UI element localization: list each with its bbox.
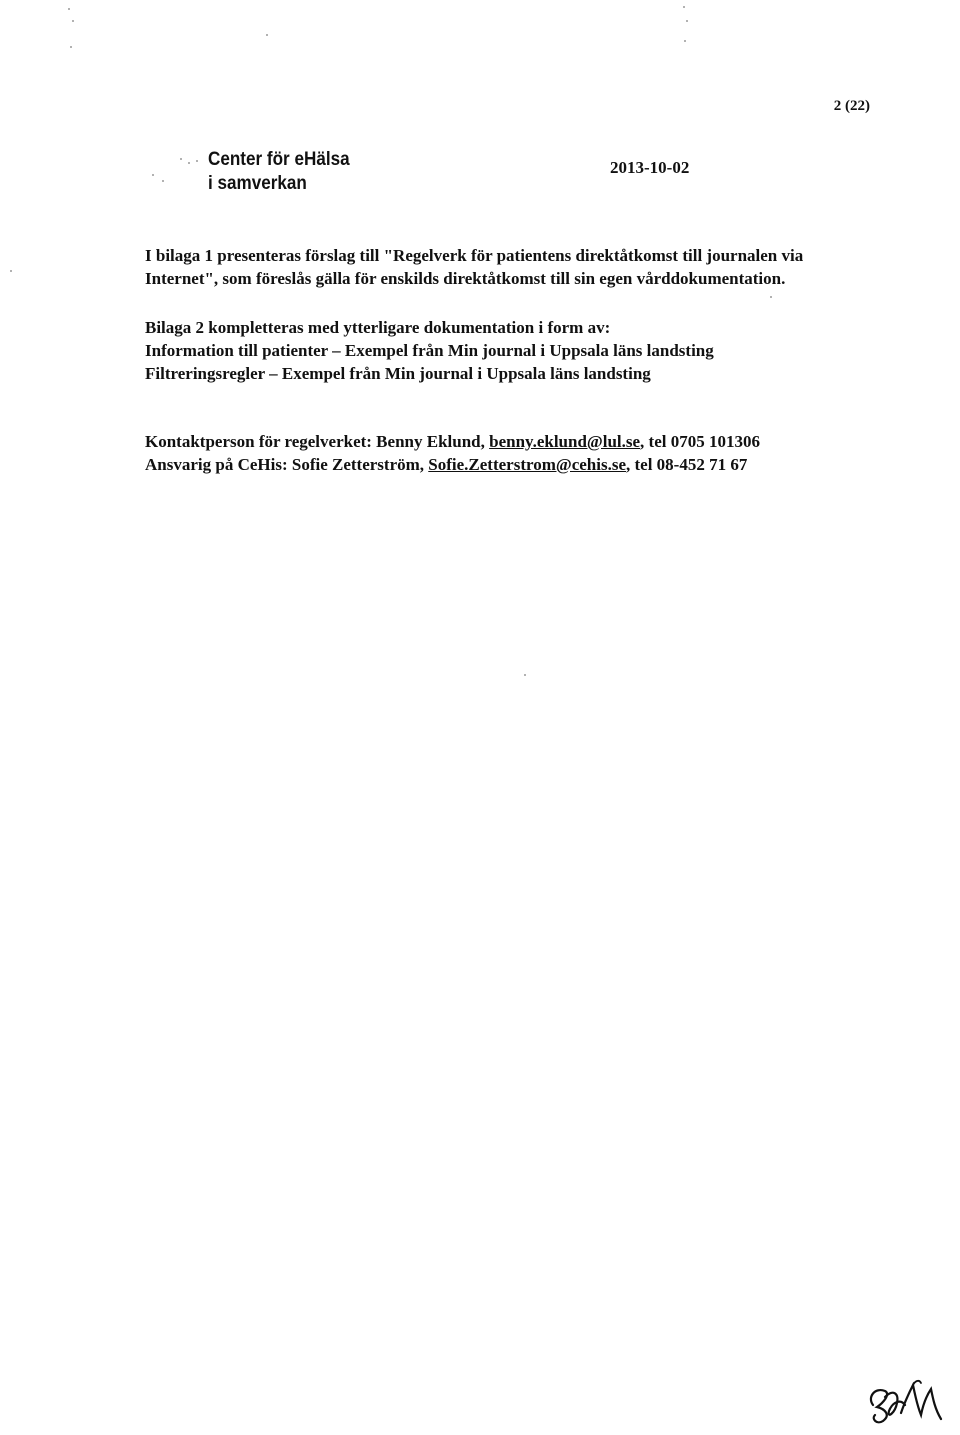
document-date: 2013-10-02 xyxy=(610,158,690,177)
organization-name-line-2: i samverkan xyxy=(208,173,307,194)
contact-line-regelverk xyxy=(145,430,805,453)
paragraph-attachment xyxy=(145,316,805,385)
scan-speck xyxy=(180,158,182,160)
contact-line-cehis xyxy=(145,453,805,476)
scan-speck xyxy=(10,270,12,272)
scan-speck xyxy=(684,40,686,42)
contact-text: Kontaktperson för regelverket: Benny Eklund, xyxy=(145,432,490,451)
paragraph-line: Internet", som föreslås gälla för enskilds direktåtkomst till sin egen vårddokumentation. xyxy=(145,269,786,288)
scan-speck xyxy=(686,20,688,22)
scan-speck xyxy=(188,162,190,164)
contact-text: Ansvarig på CeHis: Sofie Zetterström, xyxy=(145,455,429,474)
contact-text: , tel 08-452 71 67 xyxy=(626,455,748,474)
paragraph-line: Filtreringsregler – Exempel från Min journal i Uppsala läns landsting xyxy=(145,364,651,383)
email-link-sofie[interactable]: Sofie.Zetterstrom@cehis.se xyxy=(428,455,626,474)
paragraph-line: I bilaga 1 presenteras förslag till "Regelverk för patientens direktåtkomst till journalen via xyxy=(145,246,804,265)
contact-text: , tel 0705 101306 xyxy=(640,432,760,451)
paragraph-line: Information till patienter – Exempel från Min journal i Uppsala läns landsting xyxy=(145,341,714,360)
signature-initials xyxy=(865,1375,955,1430)
scan-speck xyxy=(68,8,70,10)
scan-speck xyxy=(524,674,526,676)
organization-name-line-1: Center för eHälsa xyxy=(208,149,350,170)
paragraph-intro xyxy=(145,244,805,290)
contact-block xyxy=(145,430,805,476)
page-number: 2 (22) xyxy=(833,98,870,114)
scan-speck xyxy=(266,34,268,36)
scan-speck xyxy=(770,296,772,298)
scan-speck xyxy=(162,180,164,182)
scan-speck xyxy=(683,6,685,8)
organization-name xyxy=(208,148,350,196)
scan-speck xyxy=(196,160,198,162)
email-link-benny[interactable]: benny.eklund@lul.se xyxy=(489,432,641,451)
scan-speck xyxy=(70,46,72,48)
paragraph-line: Bilaga 2 kompletteras med ytterligare dokumentation i form av: xyxy=(145,318,611,337)
scan-speck xyxy=(72,20,74,22)
scan-speck xyxy=(152,174,154,176)
